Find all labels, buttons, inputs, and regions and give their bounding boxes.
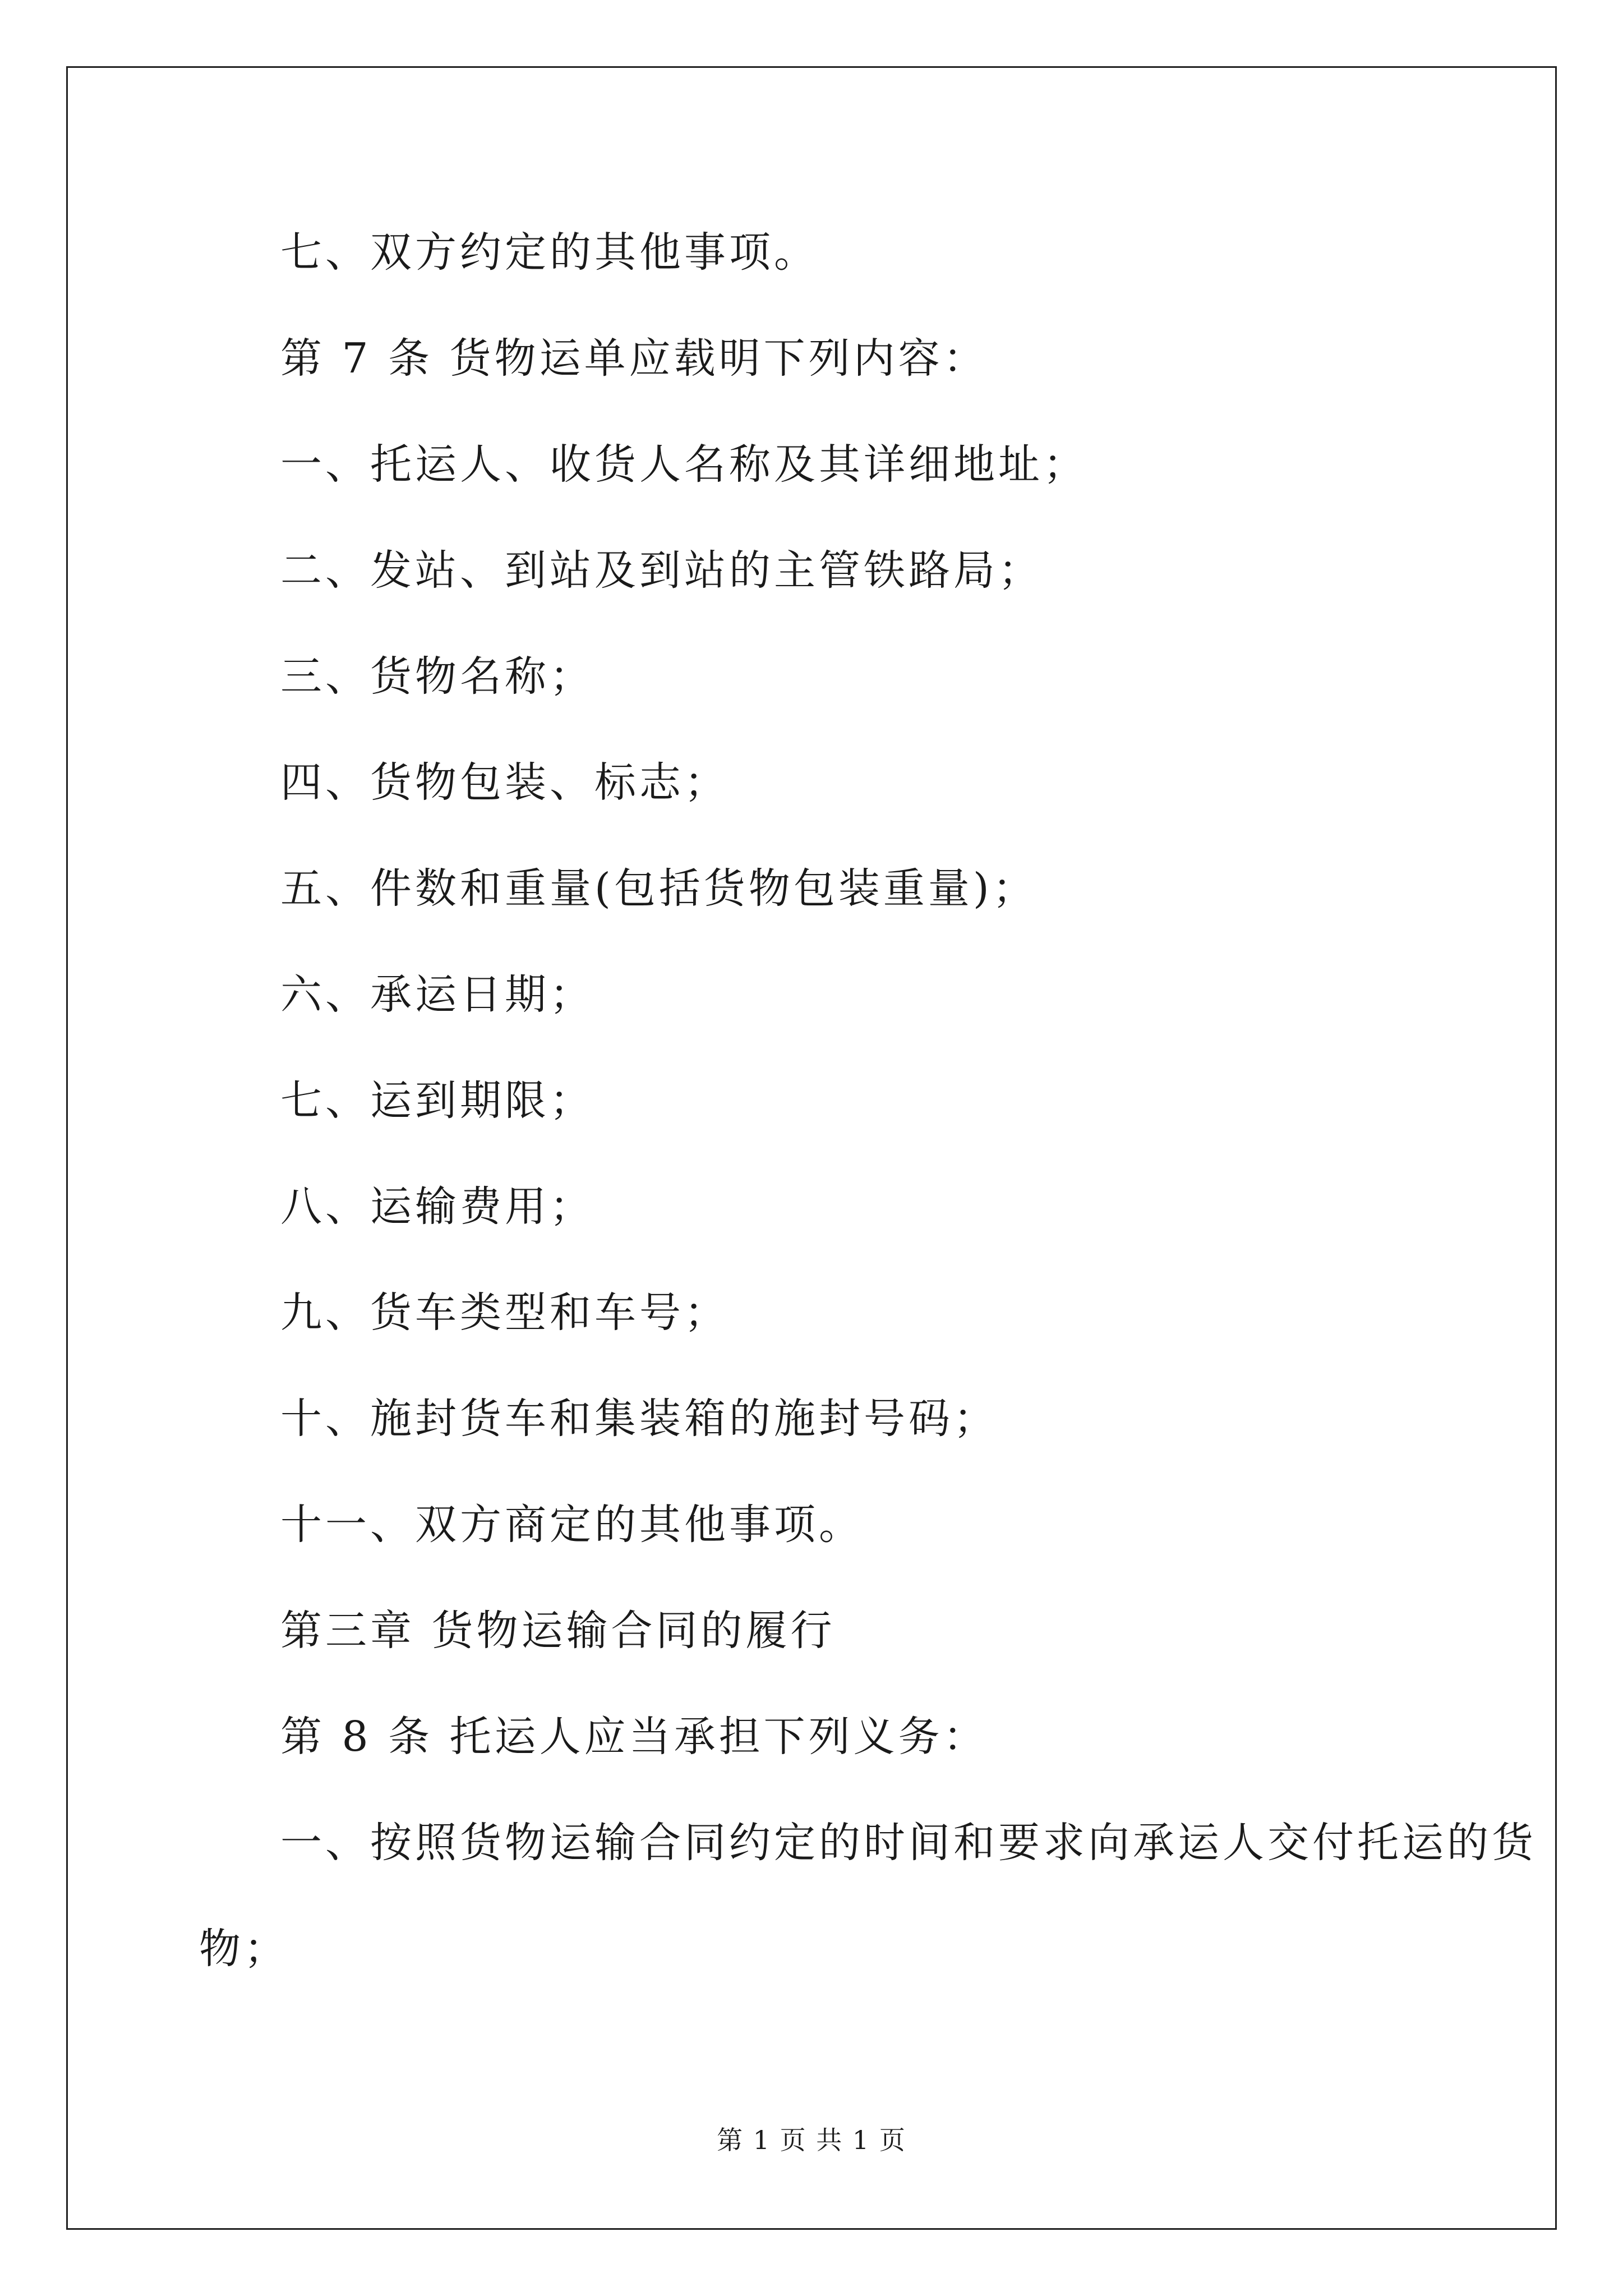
text-line-6: 四、货物包装、标志； [280,758,729,807]
text-line-12: 十、施封货车和集装箱的施封号码； [280,1395,998,1443]
text-line-8: 六、承运日期； [280,970,594,1019]
text-line-4: 二、发站、到站及到站的主管铁路局； [280,546,1043,595]
text-line-9: 七、运到期限； [280,1076,594,1125]
text-line-13: 十一、双方商定的其他事项。 [280,1501,864,1549]
text-line-5: 三、货物名称； [280,652,594,701]
text-line-11: 九、货车类型和车号； [280,1289,729,1337]
text-line-17: 物； [199,1925,289,1973]
text-line-15: 第 8 条 托运人应当承担下列义务： [280,1713,988,1761]
text-line-1: 七、双方约定的其他事项。 [280,228,819,277]
page-footer: 第 1 页 共 1 页 [717,2125,906,2155]
page-border [66,66,1557,2230]
text-line-10: 八、运输费用； [280,1182,594,1231]
text-line-7: 五、件数和重量(包括货物包装重量)； [280,864,1038,913]
text-line-3: 一、托运人、收货人名称及其详细地址； [280,440,1088,489]
text-line-16: 一、按照货物运输合同约定的时间和要求向承运人交付托运的货 [280,1819,1537,1867]
chapter-heading: 第三章 货物运输合同的履行 [280,1607,836,1655]
text-line-2: 第 7 条 货物运单应载明下列内容： [280,334,988,383]
